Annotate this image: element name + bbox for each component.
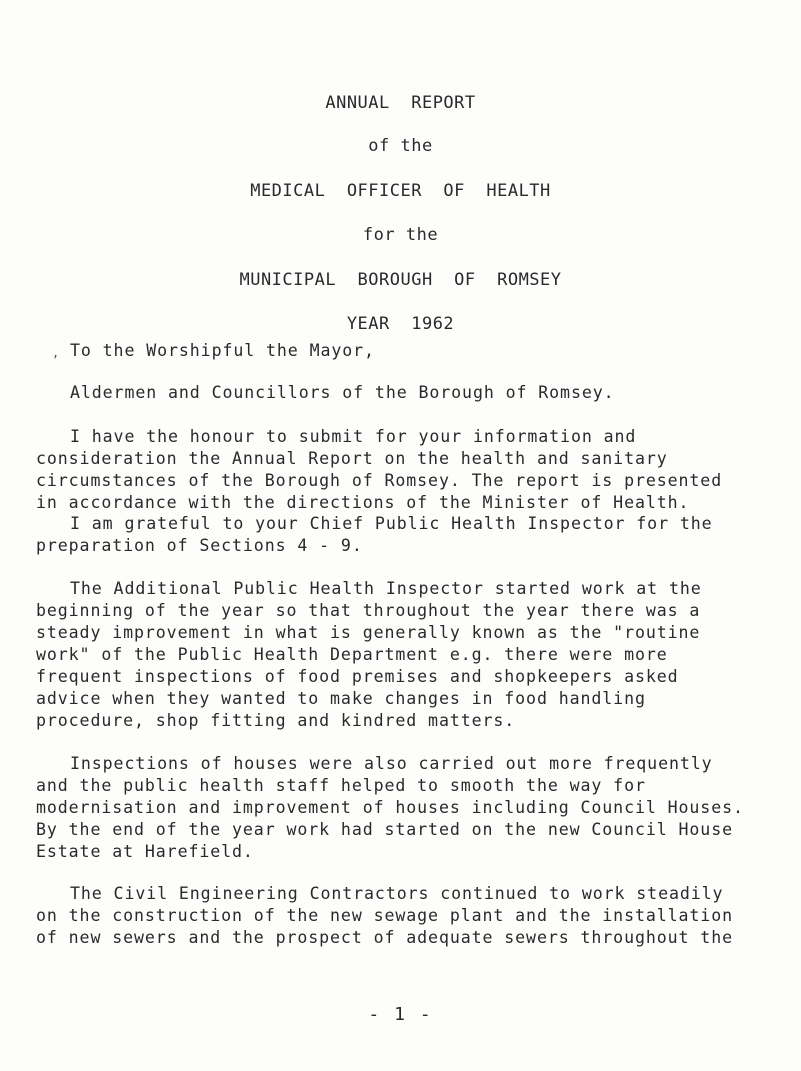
- paragraph-1-line-1: I have the honour to submit for your information and: [70, 427, 637, 446]
- page-number: - 1 -: [368, 1004, 433, 1025]
- report-title: ANNUAL REPORT: [325, 93, 476, 113]
- salutation-line-1: To the Worshipful the Mayor,: [70, 341, 375, 360]
- paragraph-3-line-4: work" of the Public Health Department e.g. there were more: [36, 645, 668, 664]
- paragraph-1-line-2: consideration the Annual Report on the health and sanitary: [36, 449, 668, 468]
- paragraph-1-line-4: in accordance with the directions of the Minister of Health.: [36, 493, 690, 512]
- paragraph-3-line-2: beginning of the year so that throughout the year there was a: [36, 601, 701, 620]
- officer-title: MEDICAL OFFICER OF HEALTH: [250, 181, 551, 201]
- paragraph-4-line-4: By the end of the year work had started on the new Council House: [36, 820, 733, 839]
- paragraph-4-line-1: Inspections of houses were also carried out more frequently: [70, 754, 713, 773]
- paragraph-4-line-2: and the public health staff helped to smooth the way for: [36, 776, 646, 795]
- paragraph-3-line-3: steady improvement in what is generally known as the "routine: [36, 623, 701, 642]
- paragraph-1-line-3: circumstances of the Borough of Romsey. The report is presented: [36, 471, 723, 490]
- paragraph-5-line-1: The Civil Engineering Contractors continued to work steadily: [70, 884, 724, 903]
- paragraph-5-line-3: of new sewers and the prospect of adequate sewers throughout the: [36, 928, 733, 947]
- paragraph-2-line-2: preparation of Sections 4 - 9.: [36, 536, 363, 555]
- paragraph-4-line-5: Estate at Harefield.: [36, 842, 254, 861]
- paragraph-3-line-5: frequent inspections of food premises and shopkeepers asked: [36, 667, 679, 686]
- title-connector-for-the: for the: [362, 225, 439, 245]
- margin-mark: ,: [52, 346, 60, 360]
- salutation-line-2: Aldermen and Councillors of the Borough of Romsey.: [70, 383, 615, 402]
- paragraph-4-line-3: modernisation and improvement of houses including Council Houses.: [36, 798, 744, 817]
- paragraph-2-line-1: I am grateful to your Chief Public Health Inspector for the: [70, 514, 713, 533]
- paragraph-3-line-6: advice when they wanted to make changes in food handling: [36, 689, 646, 708]
- paragraph-3-line-1: The Additional Public Health Inspector started work at the: [70, 579, 702, 598]
- report-year: YEAR 1962: [346, 314, 455, 334]
- title-connector-of-the: of the: [368, 136, 433, 156]
- paragraph-3-line-7: procedure, shop fitting and kindred matters.: [36, 711, 516, 730]
- paragraph-5-line-2: on the construction of the new sewage plant and the installation: [36, 906, 733, 925]
- borough-title: MUNICIPAL BOROUGH OF ROMSEY: [239, 270, 562, 290]
